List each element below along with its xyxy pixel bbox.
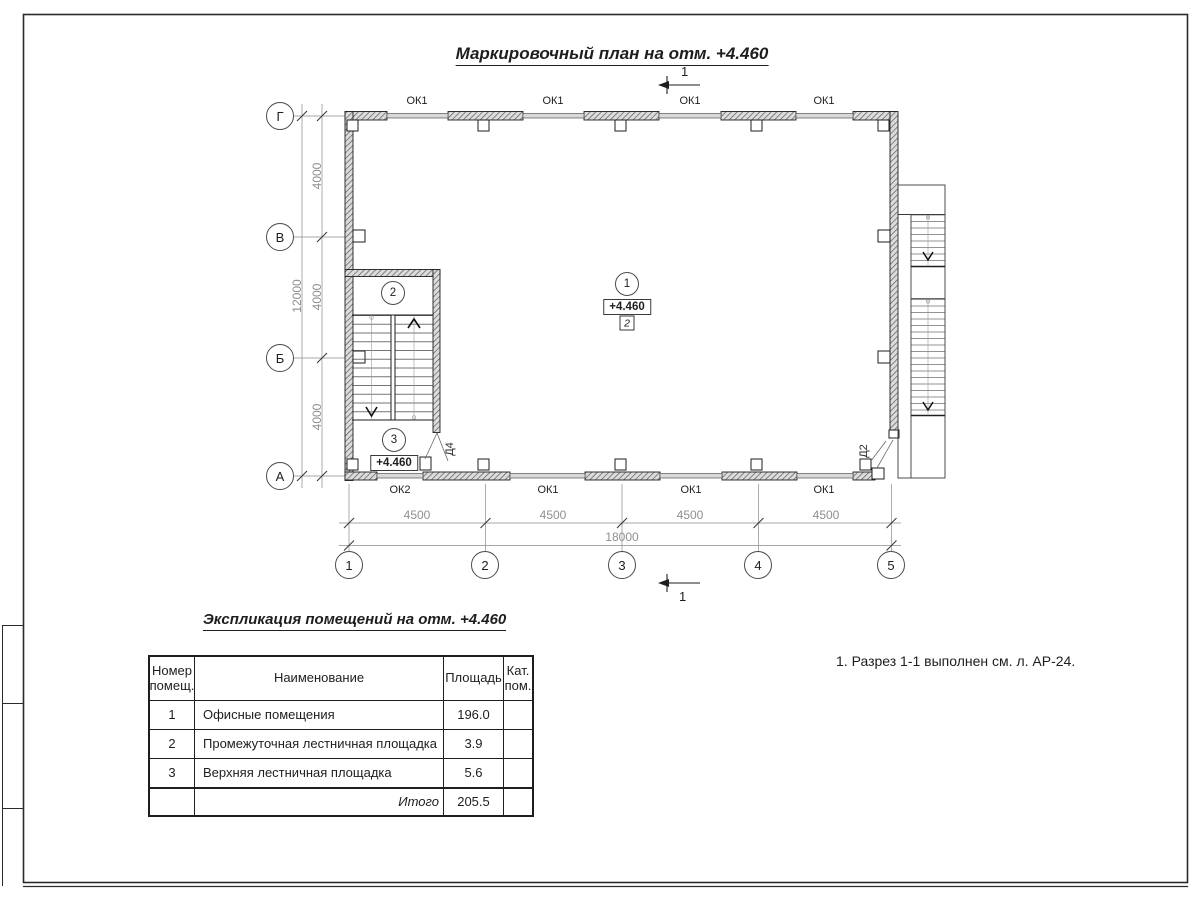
table-header-row [150, 657, 532, 701]
dim-4000: 4000 [310, 283, 324, 311]
door-label-d2: Д2 [858, 444, 870, 458]
axis-row-v: В [266, 223, 294, 251]
axis-row-g: Г [266, 102, 294, 130]
page-title [456, 44, 769, 64]
building-walls [345, 112, 898, 481]
window-label: ОК2 [389, 484, 411, 496]
axis-col-3: 3 [608, 551, 636, 579]
dim-4500: 4500 [676, 508, 704, 522]
section-label-bottom: 1 [679, 589, 687, 604]
table-title-wrap [203, 611, 506, 629]
axis-col-4: 4 [744, 551, 772, 579]
floor-type-mark: 2 [620, 316, 635, 331]
cell-cat [504, 730, 532, 759]
axis-row-b: Б [266, 344, 294, 372]
window-label: ОК1 [537, 484, 559, 496]
dim-4000: 4000 [310, 403, 324, 431]
note-razrez: 1. Разрез 1-1 выполнен см. л. АР-24. [836, 653, 1076, 669]
cell-area: 3.9 [444, 730, 504, 759]
cell-area: 5.6 [444, 759, 504, 788]
dim-4500: 4500 [539, 508, 567, 522]
dim-4500: 4500 [812, 508, 840, 522]
window-label: ОК1 [813, 484, 835, 496]
elevation-mark-room3: +4.460 [370, 455, 418, 471]
cell-cat [504, 701, 532, 730]
cell-empty [504, 788, 532, 815]
external-staircase [898, 185, 945, 478]
cell-name: Офисные помещения [195, 701, 444, 730]
window-label: ОК1 [813, 95, 835, 107]
dim-4000: 4000 [310, 162, 324, 190]
door-label-d4: Д4 [444, 442, 456, 456]
table-row [150, 759, 532, 788]
explication-table [148, 655, 534, 817]
table-title: Экспликация помещений на отм. +4.460 [203, 611, 506, 631]
room-marker-3: 3 [382, 428, 406, 452]
cell-cat [504, 759, 532, 788]
internal-staircase [352, 315, 433, 420]
section-label-top: 1 [681, 64, 689, 79]
cell-number: 2 [150, 730, 195, 759]
cell-name: Верхняя лестничная площадка [195, 759, 444, 788]
elevation-mark-room1: +4.460 [603, 299, 651, 315]
cell-empty [150, 788, 195, 815]
room-marker-1: 1 [615, 272, 639, 296]
window-label: ОК1 [679, 95, 701, 107]
axis-col-1: 1 [335, 551, 363, 579]
axis-row-a: А [266, 462, 294, 490]
col-header-area: Площадь [444, 657, 504, 701]
door-swings [425, 433, 893, 468]
table-row [150, 730, 532, 759]
total-value: 205.5 [444, 788, 504, 815]
cell-area: 196.0 [444, 701, 504, 730]
room-marker-2: 2 [381, 281, 405, 305]
cell-number: 3 [150, 759, 195, 788]
cell-name: Промежуточная лестничная площадка [195, 730, 444, 759]
window-label: ОК1 [542, 95, 564, 107]
window-label: ОК1 [406, 95, 428, 107]
axis-col-5: 5 [877, 551, 905, 579]
dim-18000: 18000 [605, 530, 639, 544]
dim-12000: 12000 [290, 279, 304, 313]
window-label: ОК1 [680, 484, 702, 496]
col-header-name: Наименование [195, 657, 444, 701]
total-label: Итого [195, 788, 444, 815]
plan-title: Маркировочный план на отм. +4.460 [456, 44, 769, 66]
cell-number: 1 [150, 701, 195, 730]
col-header-number: Номер помещ. [150, 657, 195, 701]
table-total-row [150, 788, 532, 815]
col-header-cat: Кат. пом. [504, 657, 532, 701]
dim-4500: 4500 [403, 508, 431, 522]
table-row [150, 701, 532, 730]
axis-col-2: 2 [471, 551, 499, 579]
